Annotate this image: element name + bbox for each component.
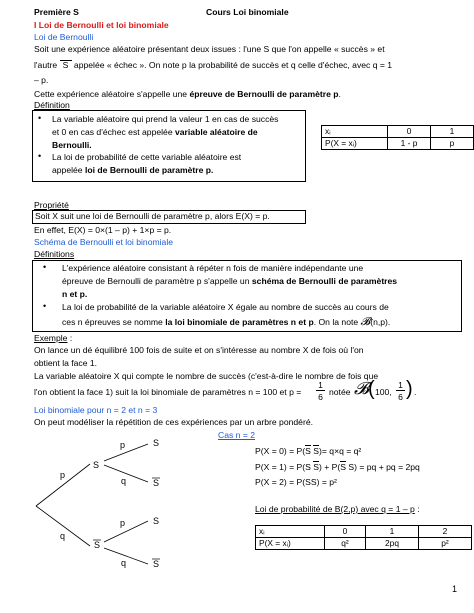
table-cell: 1	[366, 526, 419, 538]
intro-line-2: l'autre S appelée « échec ». On note p la probabilité de succès et q celle d'échec, avec q = 1	[34, 60, 393, 70]
tree-node-s: S	[93, 460, 100, 470]
section-title: I Loi de Bernoulli et loi binomiale	[34, 20, 169, 30]
header-title: Cours Loi binomiale	[206, 7, 289, 17]
exemple-period: .	[414, 387, 417, 397]
fraction-num: 1	[316, 380, 325, 391]
fraction-den: 6	[398, 392, 403, 402]
script-b-icon: 𝓑	[354, 379, 369, 399]
definition-label: Définition	[34, 100, 70, 110]
table-cell: 2pq	[366, 538, 419, 550]
tree-leaf-s: S	[153, 516, 160, 526]
table-cell: 0	[325, 526, 366, 538]
exemple-label: Exemple :	[34, 333, 73, 343]
defs-b1-l1: L'expérience aléatoire consistant à répéter n fois de manière indépendante une	[62, 263, 364, 273]
paren-left: (	[368, 378, 375, 400]
tree-label-p: p	[60, 470, 66, 480]
exemple-l3: La variable aléatoire X qui compte le nombre de succès (c'est-à-dire le nombre de fois que	[34, 371, 379, 381]
intro-line-3: – p.	[34, 75, 49, 85]
intro-line-1: Soit une expérience aléatoire présentant deux issues : l'une S que l'on appelle « succès » et	[34, 44, 385, 54]
propriete-text: Soit X suit une loi de Bernoulli de paramètre p, alors E(X) = p.	[35, 211, 270, 221]
formula-3: P(X = 2) = P(SS) = p²	[255, 477, 337, 487]
bullet-dot: •	[43, 262, 47, 272]
defs-b1-l2: épreuve de Bernoulli de paramètre p s'appelle un schéma de Bernoulli de paramètres	[62, 276, 398, 286]
subtitle-bernoulli: Loi de Bernoulli	[34, 32, 94, 42]
propriete-effet: En effet, E(X) = 0×(1 – p) + 1×p = p.	[34, 225, 172, 235]
schema-title: Schéma de Bernoulli et loi binomiale	[34, 237, 174, 247]
table-cell: p²	[419, 538, 472, 550]
tree-label-q: q	[60, 531, 66, 541]
tree-label-p: p	[120, 440, 126, 450]
def-b2-l2: appelée loi de Bernoulli de paramètre p.	[52, 165, 214, 175]
tree-branch	[104, 521, 148, 542]
tree-leaf-s: S	[153, 438, 160, 448]
page-number: 1	[452, 584, 458, 594]
paren-right: )	[406, 378, 413, 400]
exemple-l2: obtient la face 1.	[34, 358, 98, 368]
definitions-label: Définitions	[34, 249, 75, 259]
table-cell: 1 - p	[388, 138, 431, 150]
table-cell: xᵢ	[322, 126, 388, 138]
def-b1-l3: Bernoulli.	[52, 140, 92, 150]
intro-line-4: Cette expérience aléatoire s'appelle une épreuve de Bernoulli de paramètre p.	[34, 89, 341, 99]
header-left: Première S	[34, 7, 79, 17]
cas-n2: Cas n = 2	[218, 430, 256, 440]
table-cell: P(X = xᵢ)	[322, 138, 388, 150]
tree-label-q: q	[121, 476, 127, 486]
script-b-icon: 𝓑	[360, 315, 371, 328]
exemple-l4: l'on obtient la face 1) suit la loi binomiale de paramètres n = 100 et p =	[34, 387, 302, 397]
propriete-label: Propriété	[34, 200, 69, 210]
def-b1-l1: La variable aléatoire qui prend la valeur 1 en cas de succès	[52, 114, 279, 124]
def-b2-l1: La loi de probabilité de cette variable aléatoire est	[52, 152, 242, 162]
s-bar: S	[60, 60, 72, 70]
bernoulli-table	[321, 125, 474, 150]
tree-label-p: p	[120, 518, 126, 528]
formula-1: P(X = 0) = P(S S)= q×q = q²	[255, 446, 362, 456]
tree-node-sbar: S	[94, 540, 101, 550]
bullet-dot: •	[43, 301, 47, 311]
binomial-table	[255, 525, 472, 550]
defs-b2-l2: ces n épreuves se nomme la loi binomiale de paramètres n et p. On la note 𝓑(n,p).	[62, 315, 391, 328]
table-cell: P(X = xᵢ)	[256, 538, 325, 550]
binomiale-l1: On peut modéliser la répétition de ces expériences par un arbre pondéré.	[34, 417, 313, 427]
tree-leaf-sbar: S	[153, 559, 160, 569]
formula-2: P(X = 1) = P(S S) + P(S S) = pq + pq = 2pq	[255, 462, 420, 472]
tree-label-q: q	[121, 558, 127, 568]
table-cell: xᵢ	[256, 526, 325, 538]
fraction-num: 1	[396, 380, 405, 391]
probability-tree	[28, 436, 228, 586]
exemple-notee: notée	[329, 387, 351, 397]
table-cell: p	[431, 138, 474, 150]
law-title: Loi de probabilité de B(2,p) avec q = 1 – p :	[255, 504, 420, 514]
table-cell: q²	[325, 538, 366, 550]
table-cell: 1	[431, 126, 474, 138]
fraction-den: 6	[318, 392, 323, 402]
tree-branch	[104, 444, 148, 461]
bullet-dot: •	[38, 113, 42, 123]
exemple-100: 100,	[375, 387, 392, 397]
bullet-dot: •	[38, 151, 42, 161]
table-cell: 2	[419, 526, 472, 538]
defs-b2-l1: La loi de probabilité de la variable aléatoire X égale au nombre de succès au cours de	[62, 302, 389, 312]
binomiale-title: Loi binomiale pour n = 2 et n = 3	[34, 405, 158, 415]
table-cell: 0	[388, 126, 431, 138]
def-b1-l2: et 0 en cas d'échec est appelée variable aléatoire de	[52, 127, 258, 137]
exemple-l1: On lance un dé équilibré 100 fois de suite et on s'intéresse au nombre X de fois où l'on	[34, 345, 364, 355]
defs-b1-l3: n et p.	[62, 289, 88, 299]
tree-leaf-sbar: S	[153, 478, 160, 488]
